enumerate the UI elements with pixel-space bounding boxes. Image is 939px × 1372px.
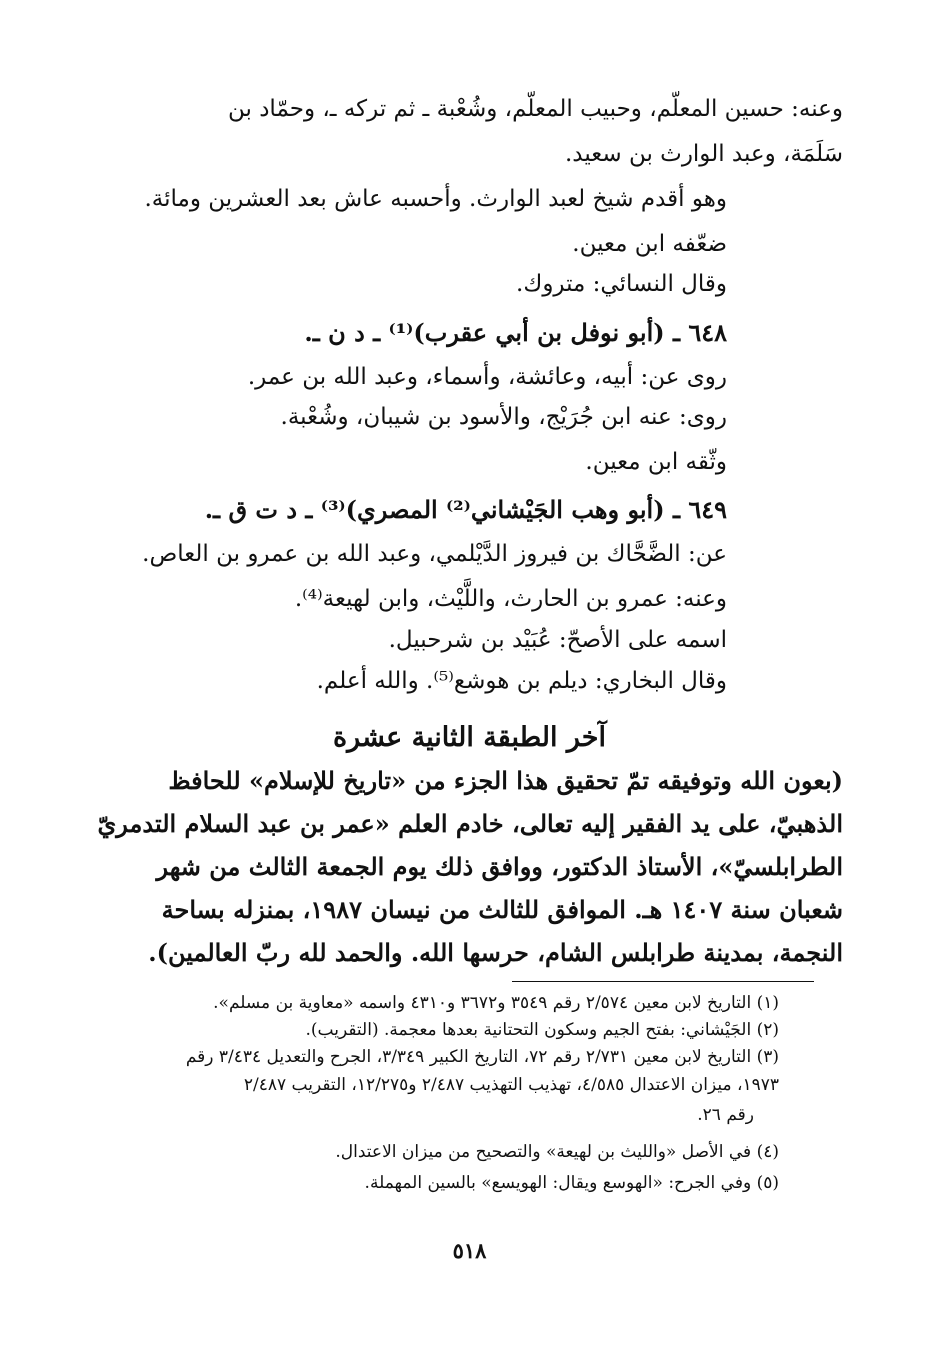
footnote-separator bbox=[512, 981, 814, 982]
colophon-line: شعبان سنة ١٤٠٧ هـ. الموافق للثالث من نيسان ١٩٨٧، بمنزله بساحة bbox=[161, 895, 843, 924]
colophon-line: النجمة، بمدينة طرابلس الشام، حرسها الله. والحمد لله ربّ العالمين). bbox=[148, 938, 843, 967]
colophon-line: الطرابلسيّ»، الأستاذ الدكتور، ووافق ذلك يوم الجمعة الثالث من شهر bbox=[156, 852, 843, 881]
body-line: سَلَمَة، وعبد الوارث بن سعيد. bbox=[564, 141, 843, 167]
footnote-line: (٥) وفي الجرح: «الهوسع ويقال: الهويسع» بالسين المهملة. bbox=[364, 1173, 779, 1193]
footnote-line: رقم ٢٦. bbox=[697, 1105, 754, 1125]
page-number: ٥١٨ bbox=[452, 1238, 487, 1263]
footnote-line: ١٩٧٣، ميزان الاعتدال ٤/٥٨٥، تهذيب التهذيب ٢/٤٨٧ و١٢/٢٧٥، التقريب ٢/٤٨٧ bbox=[243, 1075, 779, 1095]
colophon-line: (بعون الله وتوفيقه تمّ تحقيق هذا الجزء من «تاريخ للإسلام» للحافظ bbox=[168, 766, 843, 795]
footnote-line: (٤) في الأصل «والليث بن لهيعة» والتصحيح من ميزان الاعتدال. bbox=[335, 1142, 779, 1162]
entry-heading-648: ٦٤٨ ـ (أبو نوفل بن أبي عقرب)⁽¹⁾ ـ د ن ـ. bbox=[304, 318, 727, 347]
section-heading: آخر الطبقة الثانية عشرة bbox=[333, 722, 606, 753]
entry-line: روى: عنه ابن جُرَيْج، والأسود بن شيبان، وشُعْبة. bbox=[280, 404, 727, 430]
colophon-line: الذهبيّ، على يد الفقير إليه تعالى، خادم العلم «عمر بن عبد السلام التدمريّ bbox=[97, 809, 843, 838]
body-line: ضعّفه ابن معين. bbox=[572, 231, 727, 257]
entry-line: اسمه على الأصحّ: عُبَيْد بن شرحبيل. bbox=[388, 627, 727, 653]
entry-line: وعنه: عمرو بن الحارث، واللَّيْث، وابن لهيعة⁽⁴⁾. bbox=[294, 586, 727, 612]
footnote-line: (١) التاريخ لابن معين ٢/٥٧٤ رقم ٣٥٤٩ و٣٦٧٢ و٤٣١٠ واسمه «معاوية بن مسلم». bbox=[213, 993, 779, 1013]
footnote-line: (٢) الجَيْشاني: بفتح الجيم وسكون التحتانية بعدها معجمة. (التقريب). bbox=[305, 1020, 779, 1040]
entry-line: وقال البخاري: ديلم بن هوشع⁽⁵⁾. والله أعلم. bbox=[316, 668, 727, 694]
body-line: وعنه: حسين المعلّم، وحبيب المعلّم، وشُعْبة ـ ثم تركه ـ، وحمّاد بن bbox=[227, 96, 843, 122]
entry-line: عن: الضَّحَّاك بن فيروز الدَّيْلمي، وعبد الله بن عمرو بن العاص. bbox=[142, 541, 727, 567]
body-line: وهو أقدم شيخ لعبد الوارث. وأحسبه عاش بعد العشرين ومائة. bbox=[144, 186, 727, 212]
body-line: وقال النسائي: متروك. bbox=[516, 271, 727, 297]
entry-line: وثّقه ابن معين. bbox=[585, 449, 727, 475]
entry-line: روى عن: أبيه، وعائشة، وأسماء، وعبد الله بن عمر. bbox=[247, 364, 727, 390]
entry-heading-649: ٦٤٩ ـ (أبو وهب الجَيْشاني⁽²⁾ المصري)⁽³⁾ ـ د ت ق ـ. bbox=[204, 495, 727, 524]
footnote-line: (٣) التاريخ لابن معين ٢/٧٣١ رقم ٧٢، التاريخ الكبير ٣/٣٤٩، الجرح والتعديل ٣/٤٣٤ رقم bbox=[185, 1047, 779, 1067]
